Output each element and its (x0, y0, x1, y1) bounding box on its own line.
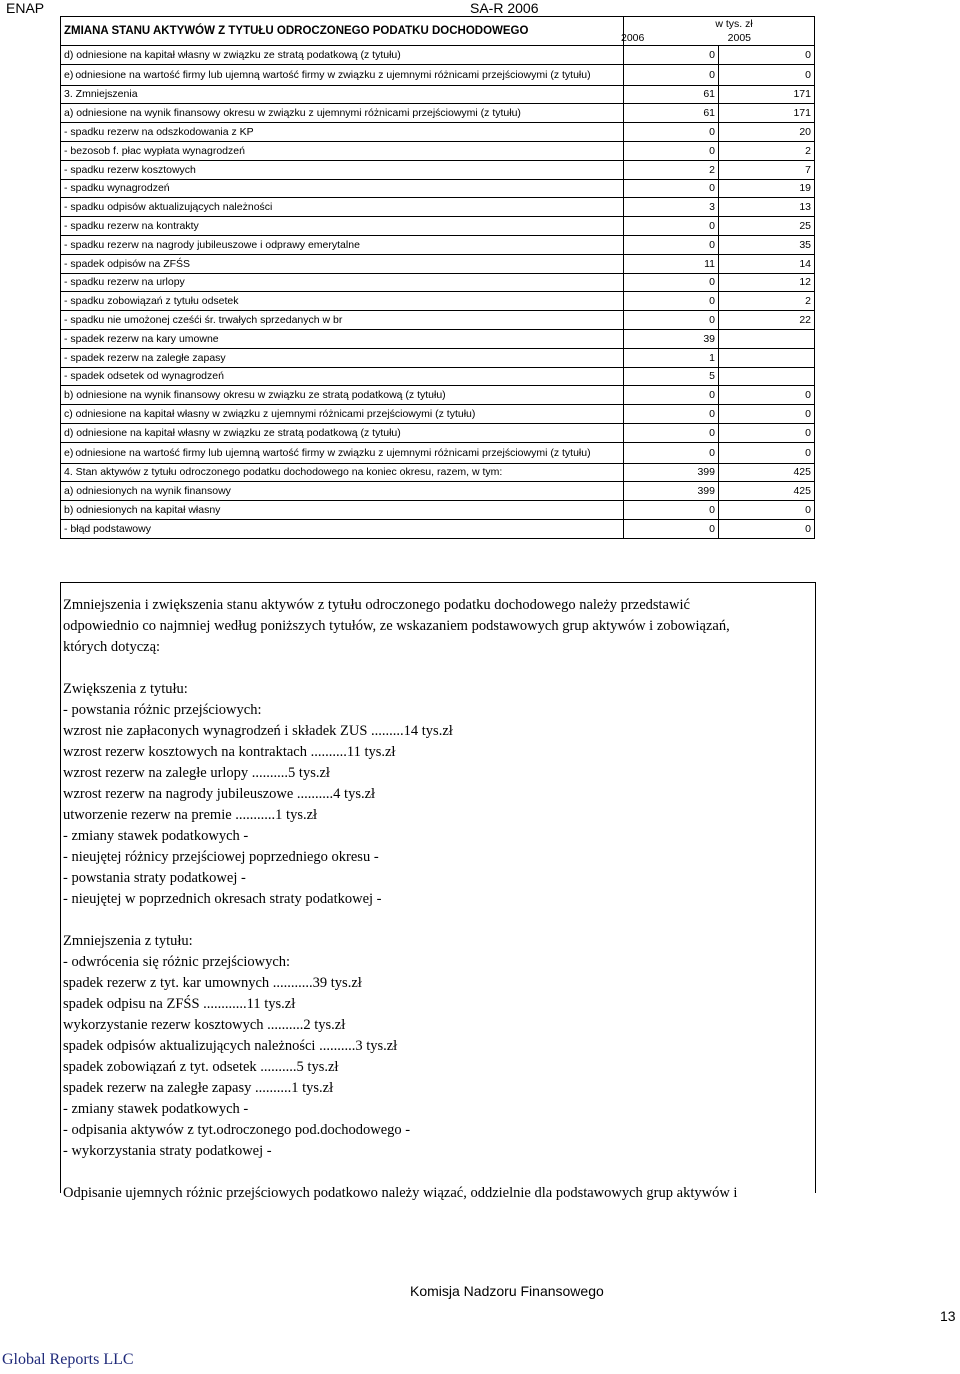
note-line: Odpisanie ujemnych różnic przejściowych podatkowo należy wiązać, oddzielnie dla podstawowych grup aktywów i (63, 1185, 738, 1201)
row-label: 3. Zmniejszenia (61, 85, 624, 104)
value-2006: 0 (624, 442, 719, 463)
value-2005: 425 (719, 463, 815, 482)
value-2006: 5 (624, 367, 719, 386)
table-row (61, 482, 815, 501)
table-row (61, 386, 815, 405)
header-company: ENAP (6, 0, 45, 16)
value-2005: 14 (719, 254, 815, 273)
row-label: - spadku zobowiązań z tytułu odsetek (61, 292, 624, 311)
value-2005: 12 (719, 273, 815, 292)
note-line: - powstania straty podatkowej - (63, 870, 246, 886)
value-2005: 0 (719, 423, 815, 442)
row-label: - spadek odsetek od wynagrodzeń (61, 367, 624, 386)
table-row (61, 292, 815, 311)
note-line: - powstania różnic przejściowych: (63, 702, 262, 718)
row-label: - spadek rezerw na zaległe zapasy (61, 348, 624, 367)
value-2006: 399 (624, 463, 719, 482)
note-line: wykorzystanie rezerw kosztowych ..........2 tys.zł (63, 1017, 346, 1033)
value-2006: 0 (624, 46, 719, 65)
value-2005: 171 (719, 104, 815, 123)
value-2006: 0 (624, 141, 719, 160)
value-2006: 0 (624, 217, 719, 236)
value-2005: 0 (719, 64, 815, 85)
value-2006: 0 (624, 123, 719, 142)
value-2005: 425 (719, 482, 815, 501)
value-2005: 35 (719, 235, 815, 254)
value-2006: 0 (624, 386, 719, 405)
note-line: spadek zobowiązań z tyt. odsetek ..........5 tys.zł (63, 1059, 339, 1075)
row-label: - spadku rezerw na odszkodowania z KP (61, 123, 624, 142)
value-2005: 7 (719, 160, 815, 179)
table-row (61, 141, 815, 160)
value-2005: 0 (719, 405, 815, 424)
value-2005: 0 (719, 46, 815, 65)
table-row (61, 405, 815, 424)
value-2006: 61 (624, 85, 719, 104)
row-label: - spadek odpisów na ZFŚS (61, 254, 624, 273)
note-line: utworzenie rezerw na premie ...........1 tys.zł (63, 807, 318, 823)
table-row (61, 85, 815, 104)
row-label: odniesione na wartość firmy lub ujemną wartość firmy w związku z ujemnymi różnicami przejściowymi (z tytułu) (75, 446, 591, 459)
value-2006: 1 (624, 348, 719, 367)
value-2005: 2 (719, 141, 815, 160)
table-row (61, 64, 815, 85)
note-line: wzrost nie zapłaconych wynagrodzeń i składek ZUS .........14 tys.zł (63, 723, 453, 739)
note-line: spadek odpisu na ZFŚS ............11 tys.zł (63, 996, 296, 1012)
row-label: - spadku rezerw na kontrakty (61, 217, 624, 236)
table-row (61, 519, 815, 538)
row-label: c) odniesione na kapitał własny w związku z ujemnymi różnicami przejściowymi (z tytułu) (61, 405, 624, 424)
value-2006: 0 (624, 405, 719, 424)
value-2005: 2 (719, 292, 815, 311)
row-label: - spadku nie umożonej cześći śr. trwałych sprzedanych w br (61, 311, 624, 330)
value-2005: 22 (719, 311, 815, 330)
col-2006-header: 2006 (621, 32, 645, 44)
note-line: - nieujętej w poprzednich okresach straty podatkowej - (63, 891, 382, 907)
row-label: d) odniesione na kapitał własny w związku ze stratą podatkową (z tytułu) (61, 423, 624, 442)
table-row (61, 329, 815, 348)
table-row (61, 254, 815, 273)
value-2006: 61 (624, 104, 719, 123)
value-2006: 0 (624, 292, 719, 311)
row-label: - spadek rezerw na kary umowne (61, 329, 624, 348)
note-line: wzrost rezerw kosztowych na kontraktach ..........11 tys.zł (63, 744, 396, 760)
note-line: - zmiany stawek podatkowych - (63, 1101, 249, 1117)
note-line: wzrost rezerw na nagrody jubileuszowe ..........4 tys.zł (63, 786, 376, 802)
table-row (61, 46, 815, 65)
table-row (61, 179, 815, 198)
value-2006: 0 (624, 179, 719, 198)
value-2006: 0 (624, 273, 719, 292)
table-row (61, 311, 815, 330)
value-2005 (719, 367, 815, 386)
note-line: Zwiększenia z tytułu: (63, 681, 188, 697)
row-label: - spadku wynagrodzeń (61, 179, 624, 198)
value-2005: 20 (719, 123, 815, 142)
note-line: spadek rezerw z tyt. kar umownych ...........39 tys.zł (63, 975, 362, 991)
note-line: - odwrócenia się różnic przejściowych: (63, 954, 291, 970)
value-2005: 0 (719, 519, 815, 538)
value-2005: 13 (719, 198, 815, 217)
value-2006: 0 (624, 311, 719, 330)
table-row (61, 367, 815, 386)
table-row (61, 160, 815, 179)
table-row (61, 348, 815, 367)
value-2006: 0 (624, 519, 719, 538)
row-label: odniesione na wartość firmy lub ujemną wartość firmy w związku z ujemnymi różnicami przejściowymi (z tytułu) (75, 68, 591, 81)
row-prefix: e) (64, 68, 74, 81)
value-2005: 19 (719, 179, 815, 198)
row-label: a) odniesione na wynik finansowy okresu w związku z ujemnymi różnicami przejściowymi (z tytułu) (61, 104, 624, 123)
row-label: b) odniesionych na kapitał własny (61, 501, 624, 520)
row-label: a) odniesionych na wynik finansowy (61, 482, 624, 501)
note-line: - nieujętej różnicy przejściowej poprzedniego okresu - (63, 849, 379, 865)
table-row (61, 235, 815, 254)
footer-authority: Komisja Nadzoru Finansowego (410, 1283, 604, 1299)
page-number: 13 (940, 1308, 956, 1324)
value-2005: 171 (719, 85, 815, 104)
value-2006: 0 (624, 423, 719, 442)
value-2005: 25 (719, 217, 815, 236)
note-line: odpowiednio co najmniej według poniższych tytułów, ze wskazaniem podstawowych grup aktywów i zobowiązań, (63, 618, 730, 634)
table-row (61, 273, 815, 292)
row-label: - spadku rezerw kosztowych (61, 160, 624, 179)
notes-box (60, 582, 816, 1201)
value-2006: 3 (624, 198, 719, 217)
header-report-code: SA-R 2006 (470, 0, 539, 16)
value-2006: 399 (624, 482, 719, 501)
note-line: spadek odpisów aktualizujących należności ..........3 tys.zł (63, 1038, 398, 1054)
note-line: - odpisania aktywów z tyt.odroczonego pod.dochodowego - (63, 1122, 411, 1138)
note-line: spadek rezerw na zaległe zapasy ..........1 tys.zł (63, 1080, 334, 1096)
row-prefix: e) (64, 446, 74, 459)
col-2005-header: 2005 (727, 32, 751, 44)
note-line: wzrost rezerw na zaległe urlopy ..........5 tys.zł (63, 765, 330, 781)
table-row (61, 501, 815, 520)
value-2006: 0 (624, 64, 719, 85)
value-2005 (719, 348, 815, 367)
unit-label: w tys. zł (715, 18, 753, 30)
value-2006: 0 (624, 235, 719, 254)
table-row (61, 123, 815, 142)
value-2006: 2 (624, 160, 719, 179)
row-label: 4. Stan aktywów z tytułu odroczonego podatku dochodowego na koniec okresu, razem, w tym: (61, 463, 624, 482)
row-label: b) odniesione na wynik finansowy okresu w związku ze stratą podatkową (z tytułu) (61, 386, 624, 405)
row-label: d) odniesione na kapitał własny w związku ze stratą podatkową (z tytułu) (61, 46, 624, 65)
row-label: - błąd podstawowy (61, 519, 624, 538)
note-line: Zmniejszenia i zwiększenia stanu aktywów z tytułu odroczonego podatku dochodowego należy przedstawić (63, 597, 690, 613)
table-title-row (61, 17, 815, 32)
value-2005: 0 (719, 386, 815, 405)
table-row (61, 423, 815, 442)
table-row (61, 104, 815, 123)
value-2006: 0 (624, 501, 719, 520)
row-label: - spadku rezerw na urlopy (61, 273, 624, 292)
table-row (61, 463, 815, 482)
note-line: - zmiany stawek podatkowych - (63, 828, 249, 844)
value-2006: 11 (624, 254, 719, 273)
note-line: - wykorzystania straty podatkowej - (63, 1143, 272, 1159)
table-row (61, 217, 815, 236)
row-label: - spadku odpisów aktualizujących należności (61, 198, 624, 217)
row-label: - spadku rezerw na nagrody jubileuszowe i odprawy emerytalne (61, 235, 624, 254)
note-line: których dotyczą: (63, 639, 161, 655)
table-row (61, 198, 815, 217)
table-title: ZMIANA STANU AKTYWÓW Z TYTUŁU ODROCZONEGO PODATKU DOCHODOWEGO (61, 17, 624, 46)
table-row (61, 442, 815, 463)
footer-brand: Global Reports LLC (2, 1351, 134, 1368)
value-2005: 0 (719, 442, 815, 463)
deferred-tax-table (60, 16, 815, 539)
row-label: - bezosob f. płac wypłata wynagrodzeń (61, 141, 624, 160)
value-2006: 39 (624, 329, 719, 348)
value-2005 (719, 329, 815, 348)
value-2005: 0 (719, 501, 815, 520)
note-line: Zmniejszenia z tytułu: (63, 933, 193, 949)
